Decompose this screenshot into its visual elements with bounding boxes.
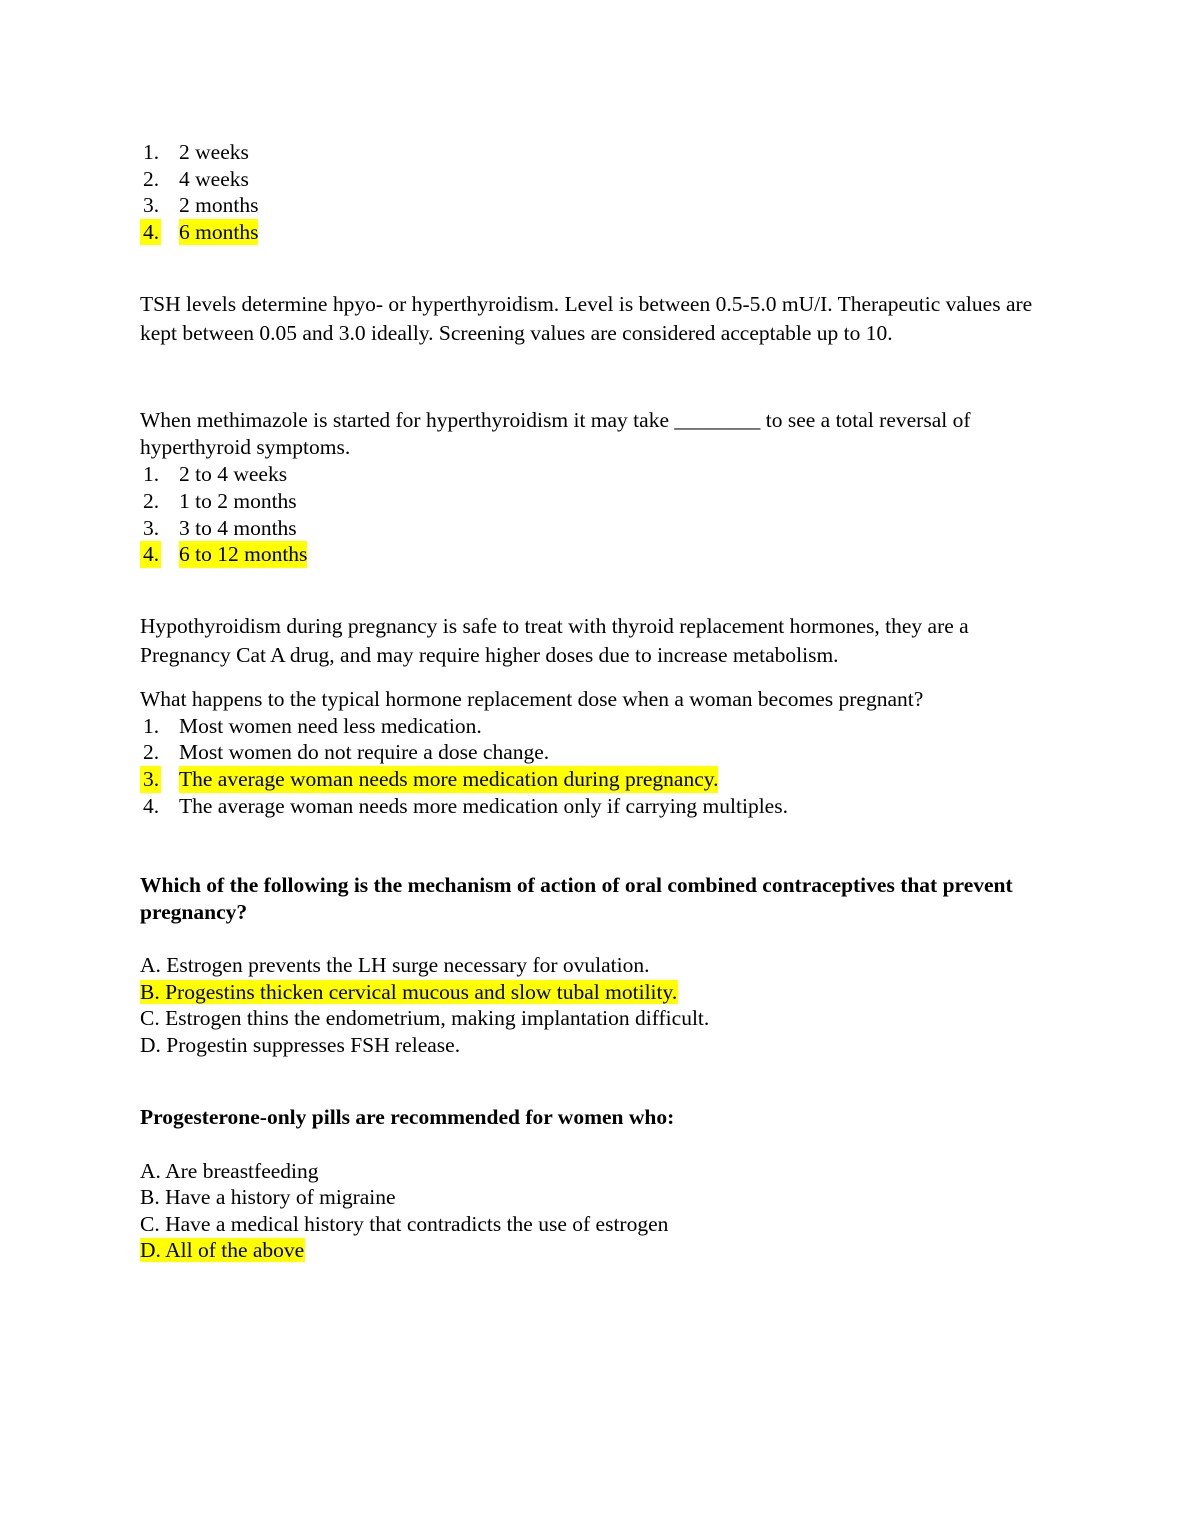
options-progesterone-only xyxy=(140,1158,1060,1264)
answer-list-1 xyxy=(140,139,1060,245)
option-item-correct xyxy=(140,1237,1060,1264)
list-item xyxy=(140,713,1060,740)
list-item-number: 4. xyxy=(140,219,161,246)
list-item xyxy=(140,739,1060,766)
list-item xyxy=(140,166,1060,193)
list-item-text: 3 to 4 months xyxy=(179,515,297,540)
list-item-number: 3. xyxy=(143,193,160,218)
list-item-number: 3. xyxy=(143,515,160,540)
option-text: C. Estrogen thins the endometrium, making implantation difficult. xyxy=(140,1006,710,1031)
list-item-text-highlighted: 6 months xyxy=(179,219,259,244)
list-item-text: 2 to 4 weeks xyxy=(179,462,288,487)
answer-list-pregnancy-dose xyxy=(140,713,1060,819)
option-text: C. Have a medical history that contradicts the use of estrogen xyxy=(140,1211,669,1236)
question-pregnancy-dose: What happens to the typical hormone replacement dose when a woman becomes pregnant? xyxy=(140,686,924,711)
list-item-correct xyxy=(140,541,1060,568)
list-item-number: 3. xyxy=(140,766,161,793)
list-item-text: Most women need less medication. xyxy=(179,713,482,738)
list-item-number: 2. xyxy=(143,488,160,513)
list-item-text: Most women do not require a dose change. xyxy=(179,740,550,765)
list-item-number: 1. xyxy=(143,140,160,164)
list-item-text-highlighted: The average woman needs more medication during pregnancy. xyxy=(179,766,719,791)
list-item-text-highlighted: 6 to 12 months xyxy=(179,542,308,567)
list-item-correct xyxy=(140,219,1060,246)
list-item xyxy=(140,488,1060,515)
list-item-number: 1. xyxy=(143,462,160,487)
pregnancy-note: Hypothyroidism during pregnancy is safe to treat with thyroid replacement hormones, they are a Pregnancy Cat A drug, and may require higher doses due to increase metabolism. xyxy=(140,613,969,667)
list-item xyxy=(140,192,1060,219)
options-contraceptives xyxy=(140,952,1060,1058)
tsh-note: TSH levels determine hpyo- or hyperthyroidism. Level is between 0.5-5.0 mU/I. Therapeutic values are kept between 0.05 and 3.0 ideally. Screening values are considered acceptable up to 10. xyxy=(140,292,1033,346)
option-text: A. Are breastfeeding xyxy=(140,1158,319,1183)
list-item-text: The average woman needs more medication only if carrying multiples. xyxy=(179,793,788,818)
option-item xyxy=(140,952,1060,979)
list-item xyxy=(140,461,1060,488)
list-item xyxy=(140,515,1060,542)
option-item xyxy=(140,1032,1060,1059)
list-item-number: 4. xyxy=(143,793,160,818)
list-item-number: 2. xyxy=(143,166,160,191)
list-item-number: 1. xyxy=(143,713,160,738)
option-text-highlighted: B. Progestins thicken cervical mucous and slow tubal motility. xyxy=(140,979,678,1004)
list-item-text: 1 to 2 months xyxy=(179,488,297,513)
option-item-correct xyxy=(140,979,1060,1006)
list-item-text: 2 weeks xyxy=(179,140,249,164)
option-text-highlighted: D. All of the above xyxy=(140,1238,305,1263)
answer-list-methimazole xyxy=(140,461,1060,567)
list-item-text: 2 months xyxy=(179,193,259,218)
question-methimazole: When methimazole is started for hyperthyroidism it may take ________ to see a total reversal of hyperthyroid symptoms. xyxy=(140,408,971,460)
option-item xyxy=(140,1211,1060,1238)
option-text: A. Estrogen prevents the LH surge necessary for ovulation. xyxy=(140,953,650,978)
list-item xyxy=(140,139,1060,166)
option-item xyxy=(140,1158,1060,1185)
document-page xyxy=(140,139,1060,1264)
option-item xyxy=(140,1005,1060,1032)
option-text: D. Progestin suppresses FSH release. xyxy=(140,1032,461,1057)
option-text: B. Have a history of migraine xyxy=(140,1185,396,1210)
list-item-number: 2. xyxy=(143,740,160,765)
option-item xyxy=(140,1184,1060,1211)
question-contraceptives: Which of the following is the mechanism of action of oral combined contraceptives that prevent pregnancy? xyxy=(140,873,1013,925)
question-progesterone-only: Progesterone-only pills are recommended for women who: xyxy=(140,1104,675,1129)
list-item-number: 4. xyxy=(140,541,161,568)
list-item-correct xyxy=(140,766,1060,793)
list-item xyxy=(140,793,1060,820)
list-item-text: 4 weeks xyxy=(179,166,249,191)
